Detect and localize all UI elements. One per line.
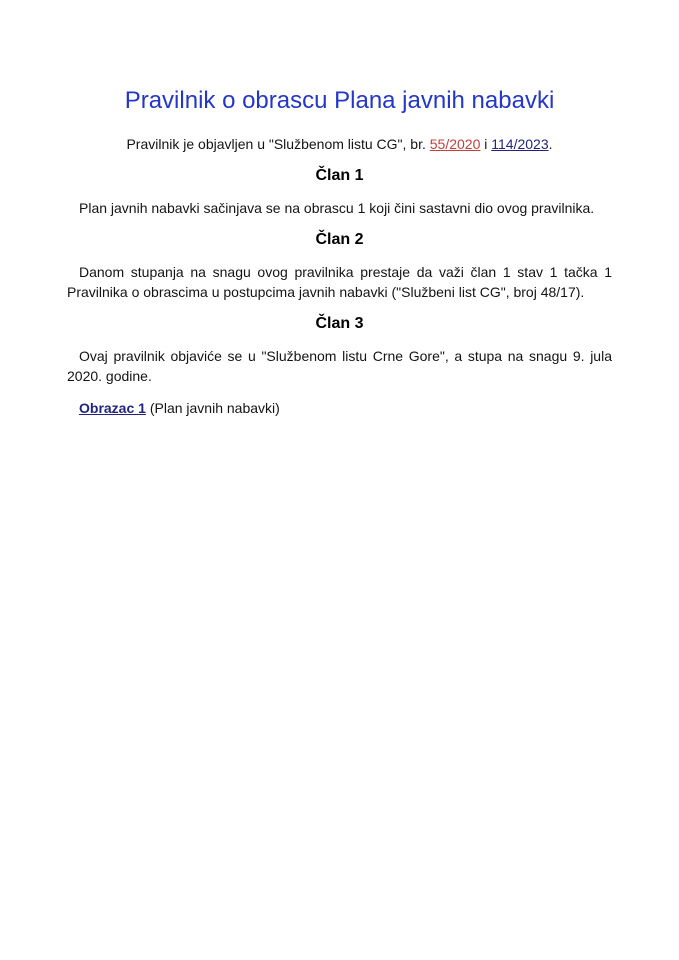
article-1 [67, 166, 612, 218]
obrazac-1-link[interactable]: Obrazac 1 [79, 400, 146, 416]
page-title: Pravilnik o obrascu Plana javnih nabavki [124, 87, 555, 114]
article-2 [67, 230, 612, 302]
article-3-text: Ovaj pravilnik objaviće se u "Službenom listu Crne Gore", a stupa na snagu 9. jula 2020. godine. [67, 348, 612, 384]
article-3 [67, 314, 612, 386]
attachment-description: (Plan javnih nabavki) [145, 400, 280, 416]
publication-prefix: Pravilnik je objavljen u "Službenom listu CG", br. [126, 136, 430, 152]
publication-separator: i [480, 136, 492, 152]
gazette-link-55-2020[interactable]: 55/2020 [429, 136, 481, 152]
article-2-text: Danom stupanja na snagu ovog pravilnika prestaje da važi član 1 stav 1 tačka 1 Pravilnika o obrascima u postupcima javnih nabavki ("Službeni list CG", broj 48/17). [67, 264, 612, 300]
attachment-line [67, 398, 612, 418]
article-2-heading: Član 2 [315, 231, 364, 248]
article-1-text: Plan javnih nabavki sačinjava se na obrascu 1 koji čini sastavni dio ovog pravilnika. [79, 200, 595, 216]
article-3-heading: Član 3 [315, 315, 364, 332]
article-1-heading: Član 1 [315, 167, 364, 184]
publication-line [67, 134, 612, 154]
gazette-link-114-2023[interactable]: 114/2023 [491, 136, 549, 152]
publication-suffix: . [548, 136, 553, 152]
